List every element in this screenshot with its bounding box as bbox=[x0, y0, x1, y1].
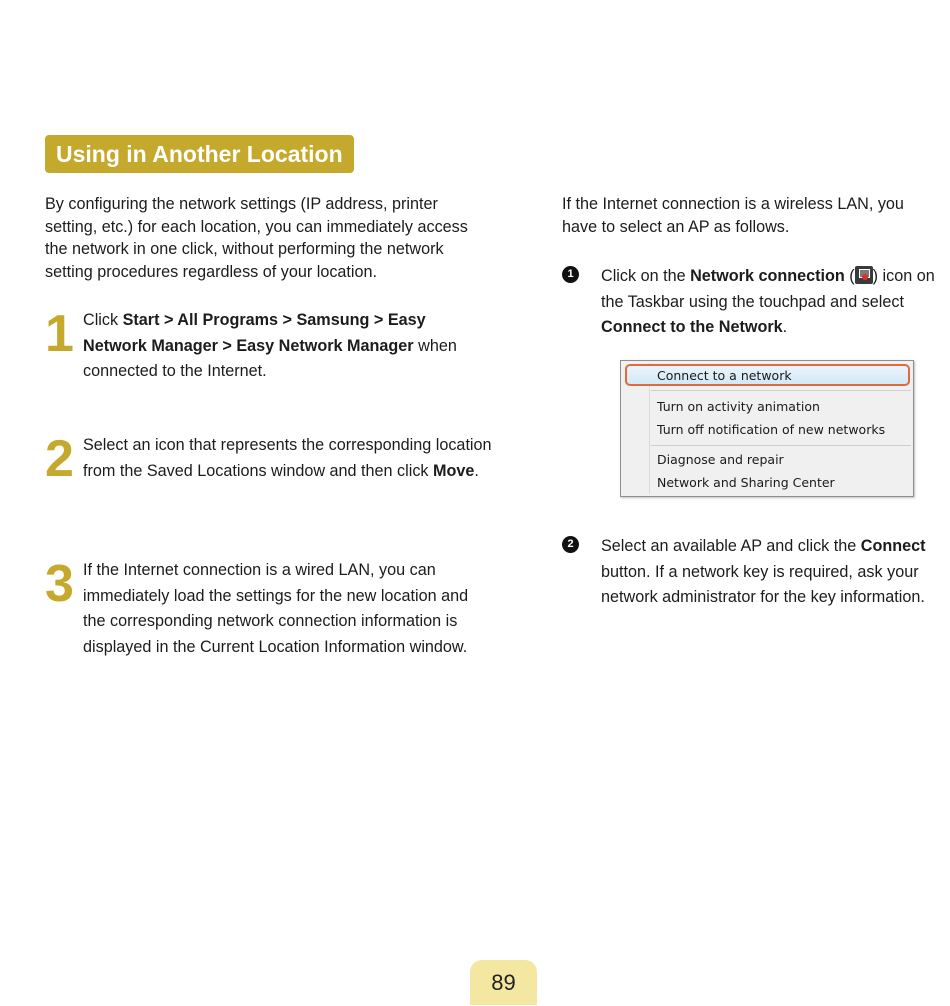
menu-separator bbox=[651, 390, 911, 391]
menu-item-activity-animation[interactable]: Turn on activity animation bbox=[657, 399, 820, 414]
network-connection-icon bbox=[855, 266, 873, 284]
menu-item-notification[interactable]: Turn off notification of new networks bbox=[657, 422, 886, 437]
move-label: Move bbox=[433, 461, 475, 480]
substep-marker: 1 bbox=[562, 266, 579, 283]
step-number: 3 bbox=[45, 555, 74, 613]
step-number: 2 bbox=[45, 430, 74, 488]
menu-path: Start > All Programs > Samsung > Easy Network Manager > Easy Network Manager bbox=[83, 311, 426, 355]
menu-item-network-sharing-center[interactable]: Network and Sharing Center bbox=[657, 475, 835, 490]
step-text: Select an icon that represents the corresponding location from the Saved Locations window and then click Move. bbox=[83, 436, 492, 480]
substep-text: Click on the Network connection ( ) icon on the Taskbar using the touchpad and select Connect to the Network. bbox=[601, 267, 935, 336]
menu-item-connect-to-network[interactable]: Connect to a network bbox=[657, 368, 792, 383]
menu-separator bbox=[651, 445, 911, 446]
step-text: If the Internet connection is a wired LAN, you can immediately load the settings for the new location and the corresponding network connection information is displayed in the Current Location Information window. bbox=[83, 561, 469, 656]
menu-item-diagnose-repair[interactable]: Diagnose and repair bbox=[657, 452, 784, 467]
wireless-intro: If the Internet connection is a wireless LAN, you have to select an AP as follows. bbox=[562, 195, 904, 236]
network-context-menu bbox=[620, 360, 914, 497]
step-text: Click Start > All Programs > Samsung > Easy Network Manager > Easy Network Manager when connected to the Internet. bbox=[83, 311, 457, 380]
substep-text: Select an available AP and click the Connect button. If a network key is required, ask your network administrator for the key information. bbox=[601, 537, 926, 606]
intro-paragraph: By configuring the network settings (IP address, printer setting, etc.) for each location, you can immediately access the network in one click, without performing the network setting procedures regardless of your location. bbox=[45, 195, 468, 281]
step-number: 1 bbox=[45, 305, 74, 363]
substep-marker: 2 bbox=[562, 536, 579, 553]
section-title: Using in Another Location bbox=[45, 135, 354, 173]
page-number: 89 bbox=[470, 960, 537, 1005]
